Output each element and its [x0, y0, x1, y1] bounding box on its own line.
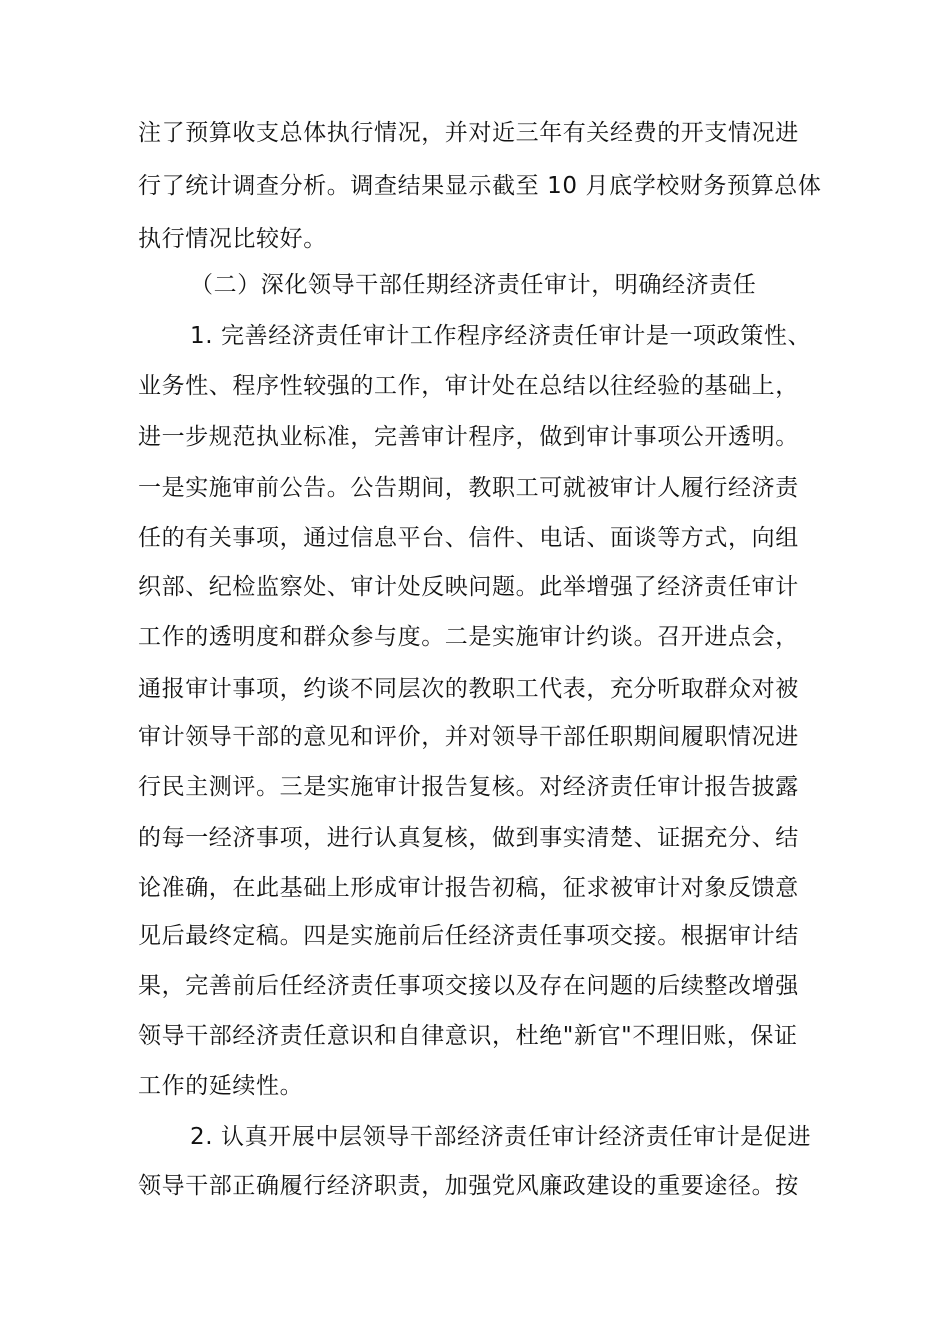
text-line: 注了预算收支总体执行情况，并对近三年有关经费的开支情况进 [138, 120, 799, 146]
text-line: 行了统计调查分析。调查结果显示截至 10 月底学校财务预算总体 [138, 173, 822, 199]
section-heading: （二）深化领导干部任期经济责任审计，明确经济责任 [190, 272, 757, 298]
text-line: 行民主测评。三是实施审计报告复核。对经济责任审计报告披露 [138, 774, 799, 800]
text-line: 2. 认真开展中层领导干部经济责任审计经济责任审计是促进 [190, 1124, 812, 1150]
text-line: 工作的延续性。 [138, 1073, 304, 1099]
text-line: 论准确，在此基础上形成审计报告初稿，征求被审计对象反馈意 [138, 875, 799, 901]
text-line: 果，完善前后任经济责任事项交接以及存在问题的后续整改增强 [138, 973, 799, 999]
text-line: 通报审计事项，约谈不同层次的教职工代表，充分听取群众对被 [138, 676, 799, 702]
text-line: 领导干部经济责任意识和自律意识，杜绝"新官"不理旧账，保证 [138, 1023, 798, 1049]
text-line: 进一步规范执业标准，完善审计程序，做到审计事项公开透明。 [138, 424, 799, 450]
text-line: 一是实施审前公告。公告期间，教职工可就被审计人履行经济责 [138, 475, 799, 501]
text-line: 执行情况比较好。 [138, 226, 327, 252]
text-line: 的每一经济事项，进行认真复核，做到事实清楚、证据充分、结 [138, 825, 799, 851]
text-line: 1. 完善经济责任审计工作程序经济责任审计是一项政策性、 [190, 323, 812, 349]
text-line: 审计领导干部的意见和评价，并对领导干部任职期间履职情况进 [138, 724, 799, 750]
text-line: 领导干部正确履行经济职责，加强党风廉政建设的重要途径。按 [138, 1173, 799, 1199]
text-line: 任的有关事项，通过信息平台、信件、电话、面谈等方式，向组 [138, 525, 799, 551]
text-line: 工作的透明度和群众参与度。二是实施审计约谈。召开进点会， [138, 624, 799, 650]
text-line: 织部、纪检监察处、审计处反映问题。此举增强了经济责任审计 [138, 574, 799, 600]
text-line: 见后最终定稿。四是实施前后任经济责任事项交接。根据审计结 [138, 923, 799, 949]
text-line: 业务性、程序性较强的工作，审计处在总结以往经验的基础上， [138, 373, 799, 399]
